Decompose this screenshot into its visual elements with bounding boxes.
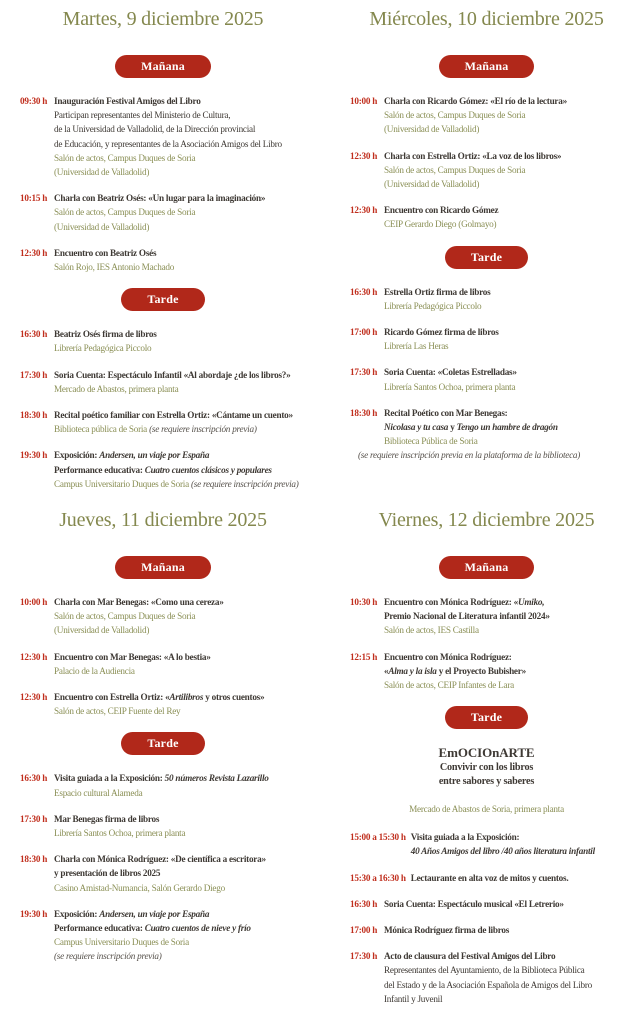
event-line: [384, 923, 623, 937]
event-row: [350, 406, 623, 463]
event-line: [54, 94, 306, 108]
event-row: [350, 325, 623, 353]
badge-row: [20, 556, 306, 579]
text-segment: Campus Universitario Duques de Soria: [54, 478, 191, 489]
day-column-martes: [0, 0, 312, 497]
text-segment: Estrella Ortiz firma de libros: [384, 286, 491, 297]
text-segment: Salón de actos, Campus Duques de Soria: [54, 207, 196, 218]
event-line: [54, 881, 306, 895]
day-body: [20, 55, 306, 491]
text-segment: Visita guiada a la Exposición:: [410, 832, 520, 843]
text-segment: Charla con Ricardo Gómez: «El río de la lectura»: [384, 96, 567, 106]
session-badge: Tarde: [445, 246, 528, 269]
text-segment: Cuatro cuentos clásicos y populares: [144, 464, 272, 475]
text-segment: 50 números Revista Lazarillo: [164, 773, 269, 784]
session-badge: Mañana: [439, 556, 535, 579]
event-line: [384, 285, 623, 299]
text-segment: Salón de actos, Campus Duques de Soria: [384, 164, 526, 175]
text-segment: «: [384, 665, 389, 676]
text-segment: del Estado y de la Asociación Española de Amigos del Libro: [384, 979, 592, 990]
event-time: 12:30 h: [20, 247, 48, 258]
event-details: [54, 852, 306, 895]
event-line: [384, 122, 623, 136]
event-details: [384, 149, 623, 192]
session-section-mañana: [350, 55, 623, 232]
event-time: 16:30 h: [350, 286, 378, 297]
text-segment: Salón de actos, Campus Duques de Soria: [54, 152, 196, 163]
event-row: [350, 650, 623, 693]
event-line: [54, 191, 306, 205]
event-line: [384, 406, 623, 420]
text-segment: 40 Años Amigos del libro /40 años literatura infantil: [410, 846, 595, 857]
event-details: [384, 365, 623, 393]
event-details: [54, 408, 306, 436]
text-segment: Encuentro con Mar Benegas: «A lo bestia»: [54, 651, 211, 662]
event-details: [384, 595, 623, 638]
event-details: [54, 191, 306, 234]
text-segment: Artilibros: [169, 692, 204, 703]
session-section-mañana: [20, 55, 306, 274]
event-details: [384, 650, 623, 693]
event-details: [384, 203, 623, 231]
event-line: [54, 205, 306, 219]
event-row: [20, 771, 306, 799]
event-time: 17:00 h: [350, 925, 378, 936]
text-segment: Charla con Mar Benegas: «Como una cereza»: [54, 597, 224, 607]
event-details: [54, 368, 306, 396]
text-segment: (se requiere inscripción previa): [54, 951, 162, 962]
header-subtitle-line: Convivir con los libros: [439, 762, 534, 774]
text-segment: y: [448, 422, 457, 433]
event-line: [54, 650, 306, 664]
header-title: EmOCIOnARTE: [438, 745, 535, 761]
event-time: 10:30 h: [350, 597, 378, 607]
text-segment: Exposición:: [54, 450, 100, 461]
event-line: [411, 830, 623, 844]
session-badge: Tarde: [445, 706, 528, 729]
event-details: [384, 285, 623, 313]
text-segment: Mar Benegas firma de libros: [54, 813, 160, 824]
event-line: [384, 203, 623, 217]
event-time: 18:30 h: [20, 854, 48, 865]
day-column-jueves: [0, 497, 312, 1011]
text-segment: Cuatro cuentos de nieve y frío: [144, 923, 251, 934]
event-line: [54, 866, 306, 880]
day-body: [20, 556, 306, 964]
event-row: [350, 949, 623, 1006]
text-segment: Salón de actos, CEIP Infantes de Lara: [384, 680, 514, 691]
event-time: 16:30 h: [350, 898, 378, 909]
event-details: [384, 94, 623, 137]
text-segment: Participan representantes del Ministerio de Cultura,: [54, 110, 231, 121]
event-line: [384, 623, 623, 637]
text-segment: Mercado de Abastos, primera planta: [54, 383, 179, 394]
event-details: [54, 94, 306, 179]
text-segment: de Educación, y representantes de la Asociación Amigos del Libro: [54, 138, 282, 149]
event-line: [384, 163, 623, 177]
event-time: 15:00 a 15:30 h: [350, 832, 406, 843]
text-segment: Salón de actos, IES Castilla: [384, 625, 479, 636]
event-time: 17:00 h: [350, 327, 378, 338]
badge-row: [20, 55, 306, 78]
event-details: [54, 650, 306, 678]
text-segment: Performance educativa:: [54, 923, 145, 934]
text-segment: Inauguración Festival Amigos del Libro: [54, 96, 201, 106]
event-line: [384, 609, 623, 623]
event-line: [54, 327, 306, 341]
event-details: [54, 771, 306, 799]
event-line: [384, 299, 623, 313]
event-line: [384, 664, 623, 678]
event-row: [20, 368, 306, 396]
event-time: 17:30 h: [20, 813, 48, 824]
event-line: [54, 935, 306, 949]
text-segment: de la Universidad de Valladolid, de la Dirección provincial: [54, 124, 256, 135]
text-segment: Andersen, un viaje por España: [99, 450, 210, 461]
event-row: [350, 365, 623, 393]
event-line: [54, 609, 306, 623]
event-line: [54, 477, 306, 491]
event-time: 09:30 h: [20, 96, 48, 106]
text-segment: (Universidad de Valladolid): [384, 124, 480, 135]
event-line: [54, 408, 306, 422]
event-line: [384, 678, 623, 692]
day-column-viernes: [312, 497, 625, 1011]
text-segment: Recital Poético con Mar Benegas:: [384, 407, 508, 418]
text-segment: Salón de actos, Campus Duques de Soria: [384, 110, 526, 121]
event-row: [20, 448, 306, 491]
event-details: [384, 897, 623, 911]
event-row: [20, 327, 306, 355]
event-details: [411, 871, 623, 885]
event-line: [384, 595, 623, 609]
text-segment: Alma y la isla: [388, 665, 437, 676]
event-line: [54, 122, 306, 136]
text-segment: Charla con Estrella Ortiz: «La voz de los libros»: [384, 150, 562, 161]
event-line: [384, 177, 623, 191]
event-line: [384, 339, 623, 353]
text-segment: Librería Las Heras: [384, 341, 449, 352]
header-location: Mercado de Abastos de Soria, primera planta: [409, 804, 564, 815]
event-details: [54, 246, 306, 274]
text-segment: Soria Cuenta: «Coletas Estrelladas»: [384, 367, 517, 378]
event-row: [20, 595, 306, 638]
text-segment: CEIP Gerardo Diego (Golmayo): [384, 219, 497, 230]
event-line: [384, 108, 623, 122]
text-segment: Performance educativa:: [54, 464, 145, 475]
text-segment: Soria Cuenta: Espectáculo musical «El Letrerio»: [384, 898, 564, 909]
session-badge: Tarde: [121, 732, 204, 755]
text-segment: Campus Universitario Duques de Soria: [54, 937, 189, 948]
event-line: [384, 149, 623, 163]
event-details: [54, 595, 306, 638]
event-line: [358, 448, 623, 462]
event-line: [54, 108, 306, 122]
event-details: [54, 907, 306, 964]
day-title: Jueves, 11 diciembre 2025: [59, 509, 267, 531]
event-line: [54, 382, 306, 396]
event-time: 12:30 h: [350, 205, 378, 216]
badge-row: [20, 732, 306, 755]
session-section-tarde: [350, 246, 623, 463]
text-segment: Casino Amistad-Numancia, Salón Gerardo Diego: [54, 882, 225, 893]
text-segment: Beatriz Osés firma de libros: [54, 329, 157, 340]
event-line: [54, 422, 306, 436]
event-row: [350, 203, 623, 231]
event-line: [384, 978, 623, 992]
text-segment: Biblioteca Pública de Soria: [384, 436, 478, 447]
event-line: [384, 365, 623, 379]
event-time: 19:30 h: [20, 908, 48, 919]
session-section-mañana: [350, 556, 623, 692]
text-segment: Salón Rojo, IES Antonio Machado: [54, 262, 175, 273]
text-segment: Soria Cuenta: Espectáculo Infantil «Al abordaje ¿de los libros?»: [54, 369, 291, 380]
event-time: 17:30 h: [350, 951, 378, 962]
text-segment: (Universidad de Valladolid): [54, 221, 150, 232]
text-segment: Encuentro con Mónica Rodríguez: «: [384, 597, 518, 607]
text-segment: Librería Santos Ochoa, primera planta: [54, 828, 186, 839]
event-line: [384, 94, 623, 108]
day-title: Viernes, 12 diciembre 2025: [378, 509, 595, 531]
event-time: 15:30 a 16:30 h: [350, 872, 406, 883]
event-line: [54, 246, 306, 260]
text-segment: Salón de actos, Campus Duques de Soria: [54, 611, 196, 622]
event-time: 12:15 h: [350, 651, 378, 662]
event-row: [350, 149, 623, 192]
event-line: [384, 949, 623, 963]
event-time: 18:30 h: [20, 410, 48, 421]
text-segment: Recital poético familiar con Estrella Ortiz: «Cántame un cuento»: [54, 410, 293, 421]
event-line: [384, 897, 623, 911]
event-details: [54, 327, 306, 355]
text-segment: (Universidad de Valladolid): [384, 179, 480, 190]
text-segment: (se requiere inscripción previa): [149, 424, 257, 435]
event-line: [411, 844, 623, 858]
text-segment: Encuentro con Estrella Ortiz: «: [54, 692, 170, 703]
session-section-tarde: [20, 288, 306, 491]
badge-row: [350, 706, 623, 729]
event-line: [54, 812, 306, 826]
event-line: [54, 595, 306, 609]
event-time: 18:30 h: [350, 407, 378, 418]
session-badge: Tarde: [121, 288, 204, 311]
text-segment: Salón de actos, CEIP Fuente del Rey: [54, 706, 181, 717]
event-line: [54, 448, 306, 462]
text-segment: Lectaurante en alta voz de mitos y cuentos.: [410, 872, 569, 883]
event-line: [54, 165, 306, 179]
event-time: 12:30 h: [20, 651, 48, 662]
event-line: [54, 826, 306, 840]
event-row: [20, 852, 306, 895]
event-line: [54, 690, 306, 704]
session-badge: Mañana: [115, 556, 211, 579]
event-details: [411, 830, 623, 858]
text-segment: y presentación de libros 2025: [54, 868, 161, 879]
event-time: 12:30 h: [20, 692, 48, 703]
event-row: [20, 246, 306, 274]
event-line: [54, 852, 306, 866]
event-line: [384, 325, 623, 339]
event-time: 16:30 h: [20, 773, 48, 784]
badge-row: [20, 288, 306, 311]
session-section-tarde: [20, 732, 306, 963]
badge-row: [350, 556, 623, 579]
event-line: [384, 650, 623, 664]
event-line: [54, 137, 306, 151]
event-row: [350, 94, 623, 137]
session-section-mañana: [20, 556, 306, 718]
event-time: 17:30 h: [20, 369, 48, 380]
day-body: [350, 55, 623, 463]
event-line: [54, 771, 306, 785]
event-row: [350, 897, 623, 911]
text-segment: Visita guiada a la Exposición:: [54, 773, 165, 784]
event-time: 19:30 h: [20, 450, 48, 461]
event-line: [54, 786, 306, 800]
event-line: [54, 907, 306, 921]
event-time: 10:00 h: [20, 597, 48, 607]
event-line: [384, 992, 623, 1006]
event-line: [384, 380, 623, 394]
text-segment: (se requiere inscripción previa en la plataforma de la biblioteca): [358, 450, 581, 461]
text-segment: Nicolasa y tu casa: [384, 422, 449, 433]
text-segment: Librería Pedagógica Piccolo: [384, 300, 482, 311]
event-line: [384, 963, 623, 977]
text-segment: Encuentro con Ricardo Gómez: [384, 205, 499, 216]
text-segment: Encuentro con Mónica Rodríguez:: [384, 651, 512, 662]
event-details: [54, 448, 306, 491]
event-row: [350, 595, 623, 638]
text-segment: Acto de clausura del Festival Amigos del Libro: [384, 951, 556, 962]
emocionarte-header: [350, 745, 623, 788]
text-segment: (Universidad de Valladolid): [54, 167, 150, 178]
text-segment: (Universidad de Valladolid): [54, 625, 150, 636]
text-segment: Ricardo Gómez firma de libros: [384, 327, 499, 338]
badge-row: [350, 55, 623, 78]
text-segment: Andersen, un viaje por España: [99, 908, 210, 919]
header-subtitle-line: entre sabores y saberes: [438, 775, 535, 787]
day-title: Martes, 9 diciembre 2025: [62, 8, 264, 30]
text-segment: Umiko,: [517, 597, 545, 607]
badge-row: [350, 246, 623, 269]
event-row: [20, 690, 306, 718]
day-body: [350, 556, 623, 1006]
event-line: [54, 260, 306, 274]
text-segment: Charla con Beatriz Osés: «Un lugar para la imaginación»: [54, 193, 266, 204]
event-line: [54, 704, 306, 718]
session-badge: Mañana: [115, 55, 211, 78]
event-line: [54, 368, 306, 382]
event-row: [20, 408, 306, 436]
event-time: 16:30 h: [20, 329, 48, 340]
text-segment: Palacio de la Audiencia: [54, 665, 135, 676]
text-segment: Representantes del Ayuntamiento, de la Biblioteca Pública: [384, 965, 585, 976]
event-details: [384, 325, 623, 353]
event-line: [384, 420, 623, 434]
event-details: [384, 949, 623, 1006]
session-badge: Mañana: [439, 55, 535, 78]
event-details: [54, 690, 306, 718]
text-segment: y otros cuentos»: [203, 692, 265, 703]
event-row: [20, 812, 306, 840]
text-segment: Tengo un hambre de dragón: [456, 422, 558, 433]
text-segment: Mónica Rodríguez firma de libros: [384, 925, 510, 936]
event-line: [54, 463, 306, 477]
event-details: [54, 812, 306, 840]
event-line: [54, 151, 306, 165]
day-column-miercoles: [312, 0, 625, 497]
event-line: [54, 623, 306, 637]
event-row: [20, 94, 306, 179]
text-segment: Encuentro con Beatriz Osés: [54, 247, 157, 258]
event-line: [54, 341, 306, 355]
day-title: Miércoles, 10 diciembre 2025: [369, 8, 604, 30]
event-row: [350, 871, 623, 885]
event-line: [54, 220, 306, 234]
session-section-tarde: [350, 706, 623, 1006]
event-line: [54, 949, 306, 963]
text-segment: Charla con Mónica Rodríguez: «De científica a escritora»: [54, 854, 266, 865]
event-row: [20, 191, 306, 234]
event-line: [54, 664, 306, 678]
text-segment: Exposición:: [54, 908, 100, 919]
event-row: [350, 923, 623, 937]
event-row: [20, 650, 306, 678]
text-segment: Espacio cultural Alameda: [54, 787, 143, 798]
text-segment: (se requiere inscripción previa): [190, 478, 299, 489]
text-segment: Librería Santos Ochoa, primera planta: [384, 381, 516, 392]
event-line: [54, 921, 306, 935]
event-time: 12:30 h: [350, 150, 378, 161]
text-segment: Premio Nacional de Literatura infantil 2024»: [384, 611, 550, 622]
event-time: 10:00 h: [350, 96, 378, 106]
event-line: [384, 434, 623, 448]
event-line: [411, 871, 623, 885]
event-time: 10:15 h: [20, 193, 48, 204]
event-row: [350, 285, 623, 313]
event-line: [384, 217, 623, 231]
text-segment: Biblioteca pública de Soria: [54, 424, 150, 435]
text-segment: Infantil y Juvenil: [384, 993, 443, 1004]
text-segment: y el Proyecto Bubisher»: [436, 665, 526, 676]
text-segment: Librería Pedagógica Piccolo: [54, 343, 152, 354]
event-row: [20, 907, 306, 964]
event-row: [350, 830, 623, 858]
event-details: [384, 923, 623, 937]
event-time: 17:30 h: [350, 367, 378, 378]
